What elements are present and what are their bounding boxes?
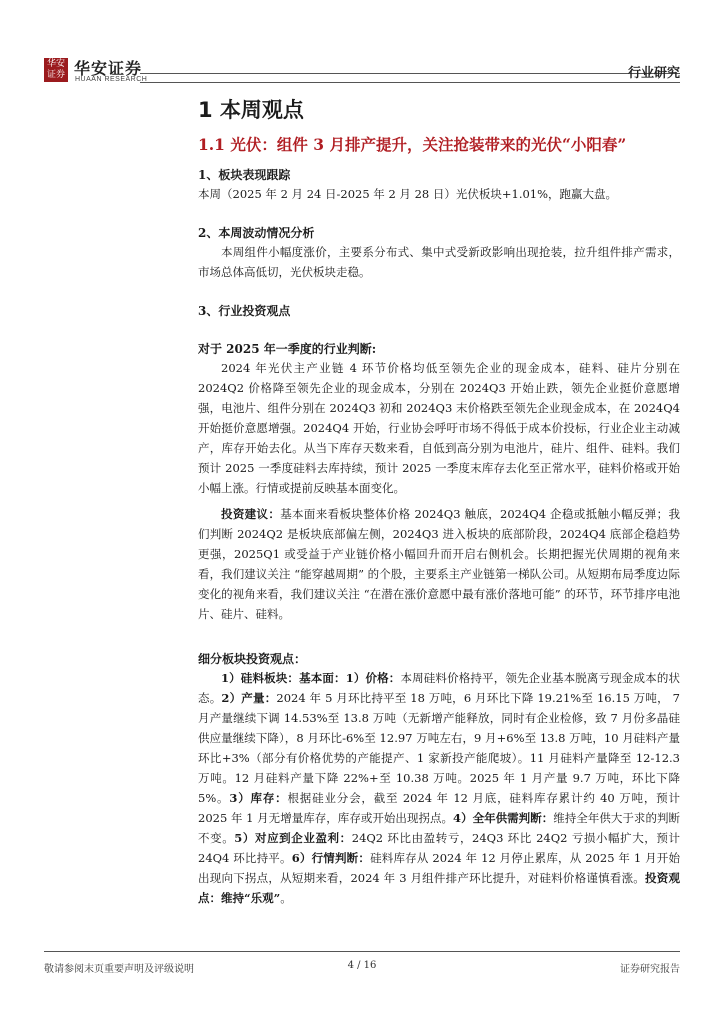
volatility-text: 本周组件小幅度涨价，主要系分布式、集中式受新政影响出现抢装，拉升组件排产需求，市场总体高低切，光伏板块走稳。 bbox=[198, 245, 680, 279]
heading-q1-judgement: 对于 2025 年一季度的行业判断: bbox=[198, 342, 377, 356]
profit-label: 5）对应到企业盈利： bbox=[234, 831, 352, 845]
report-section: 行业研究 bbox=[627, 66, 680, 81]
main-content bbox=[198, 96, 680, 908]
price-text: 本周硅料价格持平，领先企业基本脱离亏现金成本的状态。 bbox=[198, 671, 680, 705]
q1-judgement-text: 2024 年光伏主产业链 4 环节价格均低至领先企业的现金成本，硅料、硅片分别在 2024Q2 价格降至领先企业的现金成本，分别在 2024Q3 开始止跌，领先企业挺价意愿增强，电池片、组件分别在 2024Q3 初和 2024Q3 末价格跌至领先企业现金成本，在 2024Q4 开始挺价意愿增强。2024Q4 开始，行业协会呼吁市场不得低于成本价投标，行业企业主动减产，库存开始去化。从当下库存天数来看，自低到高分别为电池片，硅片、组件、硅料。我们预计 2025 一季度硅料去库持续，预计 2025 一季度末库存去化至正常水平，硅料价格或开始小幅上涨。行情或提前反映基本面变化。 bbox=[198, 361, 680, 495]
output-text: 2024 年 5 月环比持平至 18 万吨，6 月环比下降 19.21%至 16.15 万吨， 7 月产量继续下调 14.53%至 13.8 万吨（无新增产能释放，同时有企业检修，致 7 月份多晶硅供应量继续下降），8 月环比-6%至 12.97 万吨左右，9 月+6%至 13.8 万吨，10 月硅料产量环比+3%（部分有价格优势的产能提产、1 家新投产能爬坡）。11 月硅料产量降至 12-12.3 万吨。12 月硅料产量下降 22%+至 10.38 万吨。2025 年 1 月产量 9.7 万吨，环比下降 5%。 bbox=[198, 691, 680, 805]
market-judgement-label: 6）行情判断： bbox=[291, 851, 371, 865]
investment-view-label: 投资观点：维持“乐观” bbox=[198, 871, 681, 905]
silicon-lead: 1）硅料板块：基本面： bbox=[221, 671, 346, 685]
investment-advice-label: 投资建议： bbox=[221, 507, 281, 521]
sector-performance-text: 本周（2025 年 2 月 24 日-2025 年 2 月 28 日）光伏板块+1.01%，跑赢大盘。 bbox=[198, 187, 618, 201]
silicon-sector-paragraph bbox=[198, 668, 680, 908]
header-divider bbox=[140, 73, 680, 74]
logo-mark: 华安证券 bbox=[44, 58, 68, 82]
subsection-heading: 1.1 光伏：组件 3 月排产提升，关注抢装带来的光伏“小阳春” bbox=[198, 135, 627, 154]
output-label: 2）产量： bbox=[221, 691, 277, 705]
page-header bbox=[44, 52, 680, 86]
footer-report-type: 证券研究报告 bbox=[620, 964, 680, 975]
heading-subsector-views: 细分板块投资观点： bbox=[198, 652, 307, 666]
market-judgement-text: 硅料库存从 2024 年 12 月停止累库，从 2025 年 1 月开始出现向下拐点，从短期来看，2024 年 3 月组件排产环比提升，对硅料价格谨慎看涨。 bbox=[198, 851, 680, 885]
supply-demand-label: 4）全年供需判断： bbox=[453, 811, 554, 825]
footer-divider bbox=[44, 951, 680, 952]
investment-advice-text: 基本面来看板块整体价格 2024Q3 触底，2024Q4 企稳或抵触小幅反弹；我们判断 2024Q2 是板块底部偏左侧，2024Q3 进入板块的底部阶段，2024Q4 底部企稳趋势更强，2025Q1 或受益于产业链价格小幅回升而开启右侧机会。长期把握光伏周期的视角来看，我们建议关注 “能穿越周期” 的个股，主要系主产业链第一梯队公司。从短期布局季度边际变化的视角来看，我们建议关注 “在潜在涨价意愿中最有涨价落地可能” 的环节，环节排序电池片、硅片、硅料。 bbox=[198, 507, 680, 621]
heading-sector-performance: 1、板块表现跟踪 bbox=[198, 168, 291, 182]
heading-investment-view: 3、行业投资观点 bbox=[198, 304, 291, 318]
section-heading: 1 本周观点 bbox=[198, 98, 304, 122]
price-label: 1）价格： bbox=[345, 671, 401, 685]
inventory-text: 根据硅业分会，截至 2024 年 12 月底，硅料库存累计约 40 万吨，预计 2025 年 1 月无增量库存，库存或开始出现拐点。 bbox=[198, 791, 680, 825]
supply-demand-text: 维持全年供大于求的判断不变。 bbox=[198, 811, 680, 845]
inventory-label: 3）库存： bbox=[229, 791, 288, 805]
logo-subtext: HUAAN RESEARCH bbox=[75, 76, 148, 83]
heading-volatility: 2、本周波动情况分析 bbox=[198, 226, 315, 240]
header-divider-lower bbox=[140, 82, 680, 83]
investment-view-end: 。 bbox=[280, 891, 292, 905]
logo-text: 华安证券 bbox=[74, 59, 143, 78]
investment-advice-paragraph bbox=[198, 504, 680, 624]
profit-text: 24Q2 环比由盈转亏，24Q3 环比 24Q2 亏损小幅扩大，预计 24Q4 环比持平。 bbox=[198, 831, 680, 865]
page-number: 4 / 16 bbox=[347, 960, 377, 971]
footer-disclaimer: 敬请参阅末页重要声明及评级说明 bbox=[44, 964, 194, 975]
